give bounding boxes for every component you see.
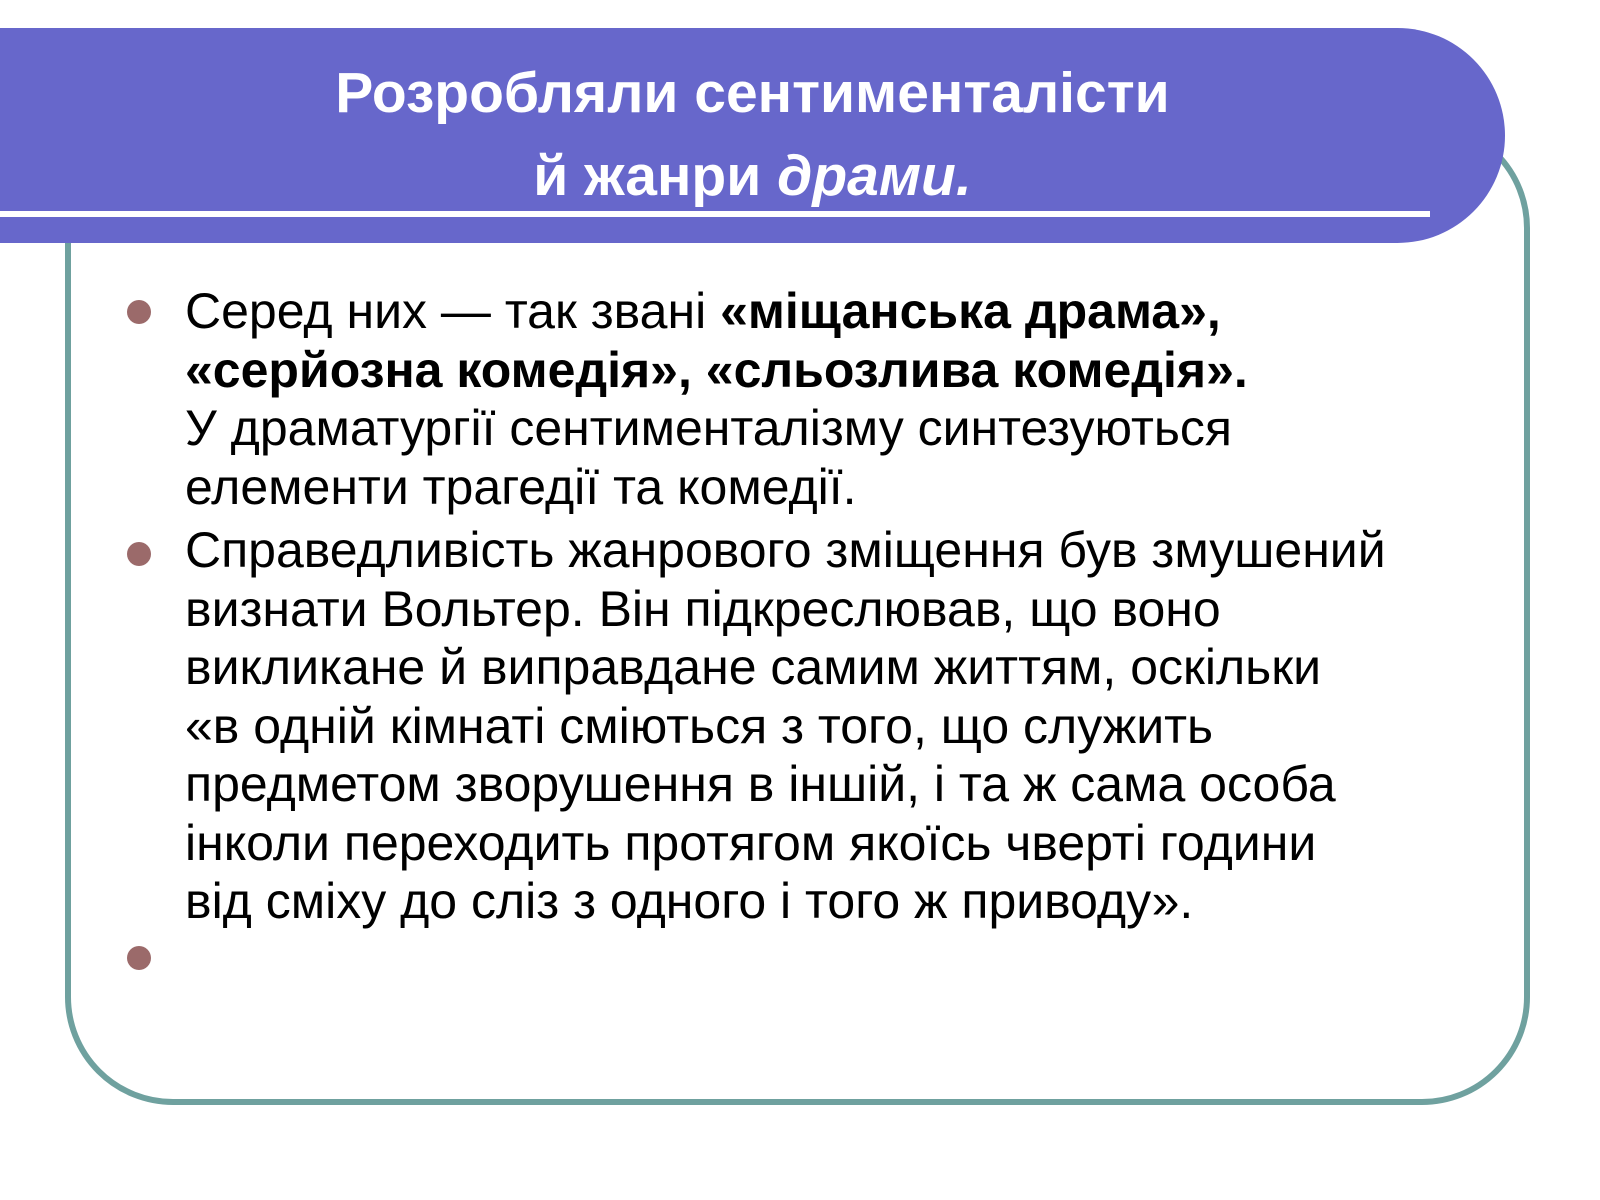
bullet-1-plain: Серед них — так звані bbox=[185, 283, 721, 339]
bullet-text-2 bbox=[185, 521, 1515, 931]
bullet-text-1 bbox=[185, 282, 1515, 516]
bullet-2-line-4: «в одній кімнаті сміються з того, що служить bbox=[185, 697, 1214, 754]
bullet-2-line-7: від сміху до сліз з одного і того ж приводу». bbox=[185, 873, 1194, 929]
bullet-dot-3 bbox=[127, 946, 151, 970]
bullet-2-line-2: визнати Вольтер. Він підкреслював, що воно bbox=[185, 580, 1221, 637]
bullet-2-line-5: предметом зворушення в іншій, і та ж сама особа bbox=[185, 756, 1336, 812]
bullet-1-line-3: У драматургії сентименталізму синтезуються bbox=[185, 400, 1232, 456]
bullet-1-line-2 bbox=[185, 341, 1515, 400]
bullet-2-line-3: викликане й виправдане самим життям, оскільки bbox=[185, 639, 1322, 695]
bullet-dot-1 bbox=[127, 300, 151, 324]
title-line-2-italic: драми. bbox=[777, 144, 972, 208]
bullet-1-bold-2: «серйозна комедія», «сльозлива комедія». bbox=[185, 341, 1248, 398]
title-line-2-plain: й жанри bbox=[533, 144, 778, 208]
bullet-2-line-1: Справедливість жанрового зміщення був змушений bbox=[185, 522, 1386, 578]
bullet-1-bold-1: «міщанська драма», bbox=[720, 283, 1221, 339]
bullet-dot-2 bbox=[127, 542, 151, 566]
bullet-2-line-6: інколи переходить протягом якоїсь чверті години bbox=[185, 814, 1317, 871]
bullet-1-line-1 bbox=[185, 282, 1515, 341]
bullet-1-line-4: елементи трагедії та комедії. bbox=[185, 458, 857, 515]
title-line-1: Розробляли сентименталісти bbox=[335, 61, 1170, 125]
